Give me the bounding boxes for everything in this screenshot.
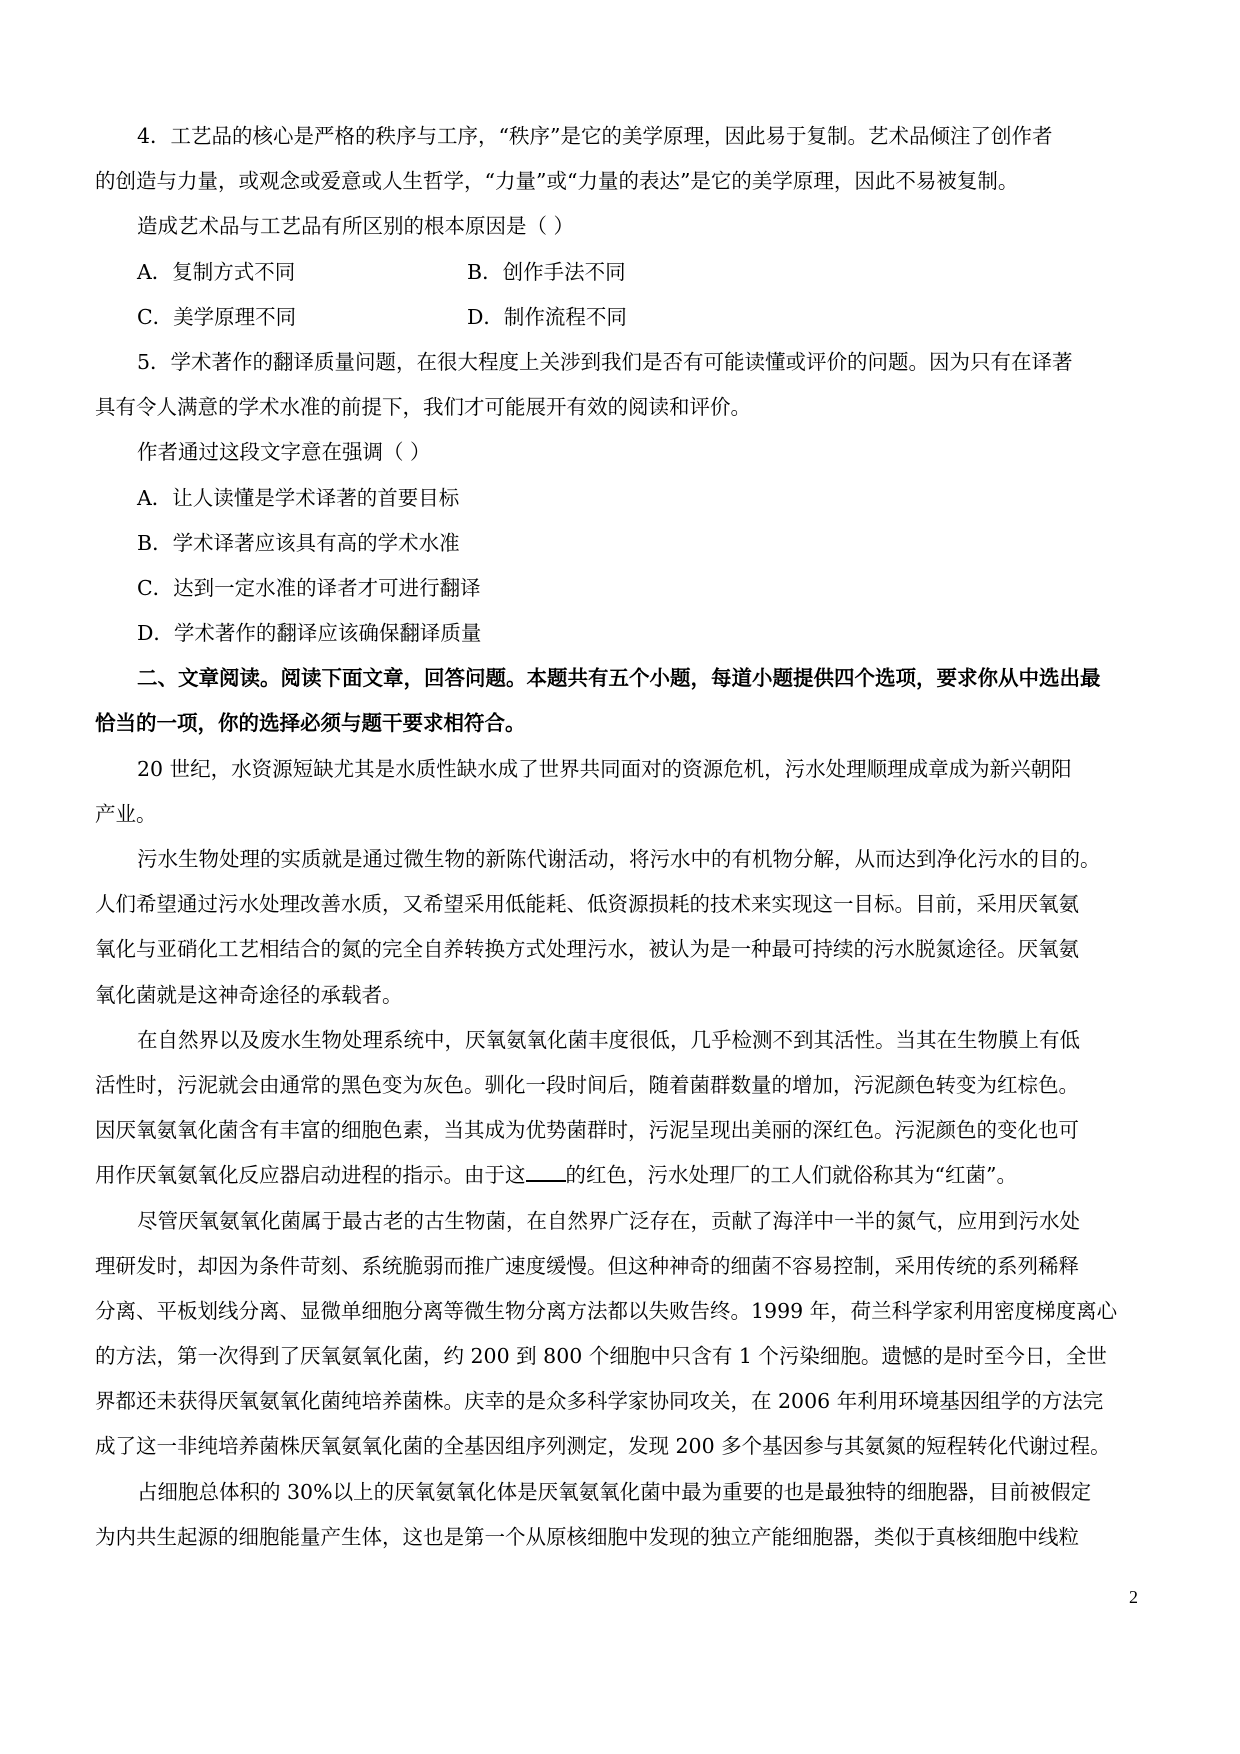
article-p2-line1: 污水生物处理的实质就是通过微生物的新陈代谢活动，将污水中的有机物分解，从而达到净化污水的目的。: [137, 847, 1101, 871]
q4-stem-line2: 的创造与力量，或观念或爱意或人生哲学，“力量”或“力量的表达”是它的美学原理，因此不易被复制。: [95, 169, 1019, 194]
article-p5-line1: 占细胞总体积的 30%以上的厌氧氨氧化体是厌氧氨氧化菌中最为重要的也是最独特的细胞器，目前被假定: [137, 1479, 1092, 1504]
article-p4-line2: 理研发时，却因为条件苛刻、系统脆弱而推广速度缓慢。但这种神奇的细菌不容易控制，采用传统的系列稀释: [95, 1253, 1079, 1278]
page-number: 2: [1129, 1587, 1138, 1607]
article-p4-line1: 尽管厌氧氨氧化菌属于最古老的古生物菌，在自然界广泛存在，贡献了海洋中一半的氮气，应用到污水处: [137, 1208, 1080, 1233]
q5-option-b: B．学术译著应该具有高的学术水准: [137, 530, 460, 555]
article-p3-line4-before-blank: 用作厌氧氨氧化反应器启动进程的指示。由于这: [95, 1163, 526, 1188]
q4-options-row1: [95, 250, 1145, 295]
q5-option-d: D．学术著作的翻译应该确保翻译质量: [137, 621, 482, 646]
q5-option-c: C．达到一定水准的译者才可进行翻译: [137, 575, 481, 600]
article-p3-line4-after-blank: 的红色，污水处理厂的工人们就俗称其为“红菌”。: [565, 1163, 1017, 1188]
q4-stem-line1: 4．工艺品的核心是严格的秩序与工序，“秩序”是它的美学原理，因此易于复制。艺术品倾注了创作者: [137, 124, 1053, 148]
article-p3-line2: 活性时，污泥就会由通常的黑色变为灰色。驯化一段时间后，随着菌群数量的增加，污泥颜色转变为红棕色。: [95, 1072, 1079, 1097]
q4-option-c: C．美学原理不同: [137, 304, 297, 329]
fill-in-blank[interactable]: [526, 1159, 566, 1183]
q5-stem-line1: 5．学术著作的翻译质量问题，在很大程度上关涉到我们是否有可能读懂或评价的问题。因为只有在译著: [137, 349, 1073, 374]
article-p4-line4: 的方法，第一次得到了厌氧氨氧化菌，约 200 到 800 个细胞中只含有 1 个污染细胞。遗憾的是时至今日，全世: [95, 1344, 1107, 1369]
article-p3-line3: 因厌氧氨氧化菌含有丰富的细胞色素，当其成为优势菌群时，污泥呈现出美丽的深红色。污泥颜色的变化也可: [95, 1118, 1079, 1143]
q5-question: 作者通过这段文字意在强调（ ）: [137, 440, 431, 465]
article-p4-line3: 分离、平板划线分离、显微单细胞分离等微生物分离方法都以失败告终。1999 年，荷兰科学家利用密度梯度离心: [95, 1298, 1118, 1323]
article-p4-line6: 成了这一非纯培养菌株厌氧氨氧化菌的全基因组序列测定，发现 200 多个基因参与其氨氮的短程转化代谢过程。: [95, 1434, 1111, 1459]
article-p2-line2: 人们希望通过污水处理改善水质，又希望采用低能耗、低资源损耗的技术来实现这一目标。目前，采用厌氧氨: [95, 892, 1079, 917]
article-p4-line5: 界都还未获得厌氧氨氧化菌纯培养菌株。庆幸的是众多科学家协同攻关，在 2006 年利用环境基因组学的方法完: [95, 1389, 1104, 1414]
q4-options-row2: [95, 295, 1145, 340]
article-p3-line1: 在自然界以及废水生物处理系统中，厌氧氨氧化菌丰度很低，几乎检测不到其活性。当其在生物膜上有低: [137, 1027, 1080, 1052]
q5-option-a: A．让人读懂是学术译著的首要目标: [137, 485, 460, 510]
section2-heading-line1: 二、文章阅读。阅读下面文章，回答问题。本题共有五个小题，每道小题提供四个选项，要求你从中选出最: [137, 666, 1101, 691]
q4-option-d: D．制作流程不同: [467, 304, 627, 329]
article-p3-line4: [95, 1153, 1145, 1198]
q4-option-a: A．复制方式不同: [137, 259, 296, 284]
q5-stem-line2: 具有令人满意的学术水准的前提下，我们才可能展开有效的阅读和评价。: [95, 395, 751, 420]
q4-question: 造成艺术品与工艺品有所区别的根本原因是（ ）: [137, 214, 575, 239]
article-p5-line2: 为内共生起源的细胞能量产生体，这也是第一个从原核细胞中发现的独立产能细胞器，类似于真核细胞中线粒: [95, 1524, 1079, 1549]
article-p1-line2: 产业。: [95, 801, 157, 826]
article-p2-line3: 氧化与亚硝化工艺相结合的氮的完全自养转换方式处理污水，被认为是一种最可持续的污水脱氮途径。厌氧氨: [95, 937, 1079, 962]
section2-heading-line2: 恰当的一项，你的选择必须与题干要求相符合。: [95, 711, 526, 736]
q4-option-b: B．创作手法不同: [467, 259, 626, 284]
article-p1-line1: 20 世纪，水资源短缺尤其是水质性缺水成了世界共同面对的资源危机，污水处理顺理成章成为新兴朝阳: [137, 756, 1072, 781]
article-p2-line4: 氧化菌就是这神奇途径的承载者。: [95, 982, 403, 1007]
